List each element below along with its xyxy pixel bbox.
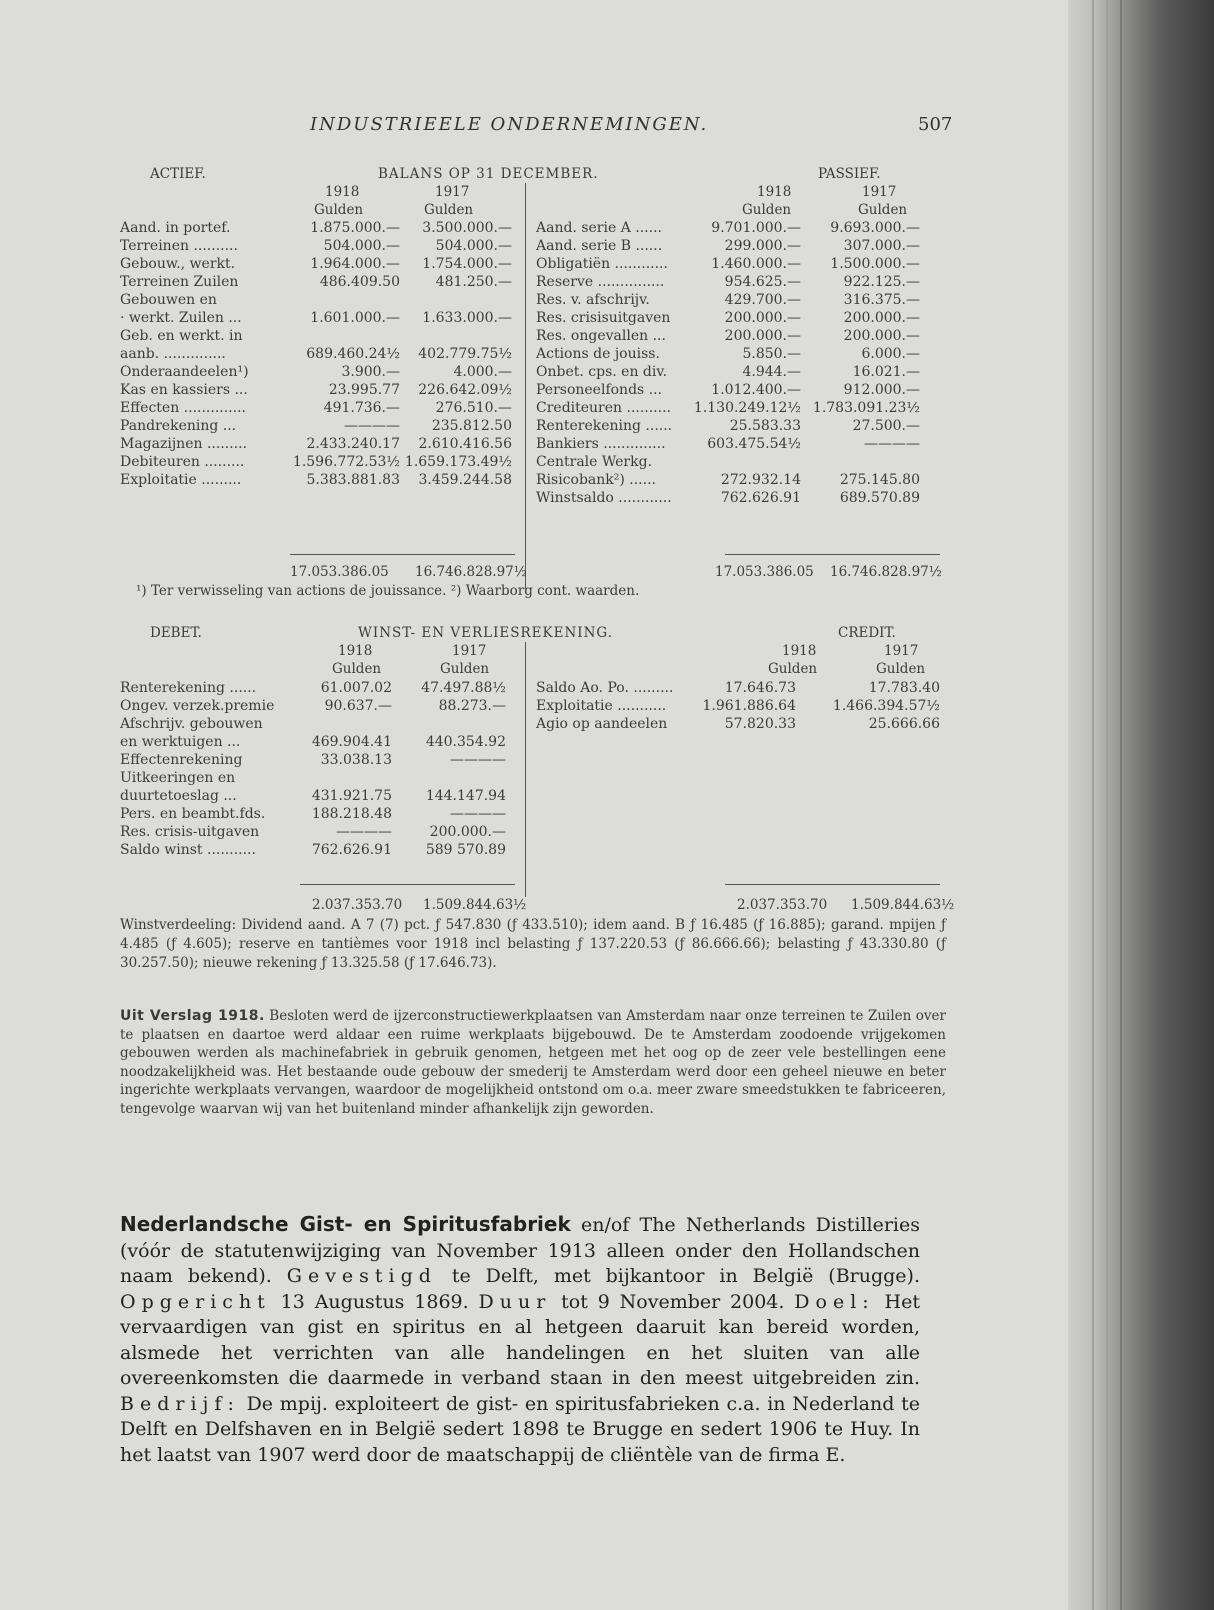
- total-debet-1918: 2.037.353.70: [312, 897, 403, 913]
- table-row: [536, 219, 926, 237]
- value-1918: 61.007.02: [320, 680, 392, 696]
- table-row: [120, 345, 520, 363]
- entry-text: De mpij. exploiteert de gist- en spiritusfabrieken c.a. in Nederland te Delft en Delfshaven en in België sedert 1898 te Brugge en sedert 1906 te Huy. In het laatst van 1907 werd door de maatschappij de cliëntèle van de firma E.: [120, 1392, 920, 1466]
- total-debet-1917: 1.509.844.63½: [423, 897, 527, 913]
- year-1918: 1918: [325, 184, 360, 200]
- table-row: [536, 471, 926, 489]
- row-label: Pandrekening ...: [120, 418, 237, 434]
- table-row: [536, 453, 926, 471]
- company-entry: [120, 1212, 920, 1468]
- table-row: [536, 697, 946, 715]
- value-1917: 3.500.000.—: [422, 220, 512, 236]
- annual-report-excerpt: [120, 1007, 946, 1118]
- value-1918: 1.130.249.12½: [693, 400, 801, 416]
- row-label: Winstsaldo ............: [536, 490, 672, 506]
- value-1917: 47.497.88½: [421, 680, 506, 696]
- table-row: [120, 435, 520, 453]
- book-page-edges: [1068, 0, 1214, 1610]
- value-1918: 1.460.000.—: [711, 256, 801, 272]
- table-row: [120, 255, 520, 273]
- value-1917: 200.000.—: [843, 310, 920, 326]
- total-rule: [290, 554, 515, 555]
- unit-label: Gulden: [876, 661, 926, 677]
- row-label: Effecten ..............: [120, 400, 246, 416]
- value-1917: 25.666.66: [868, 716, 940, 732]
- value-1918: 3.900.—: [341, 364, 400, 380]
- row-label: Exploitatie ...........: [536, 698, 667, 714]
- table-row: [120, 219, 520, 237]
- value-1917: 88.273.—: [438, 698, 506, 714]
- value-1918: 5.383.881.83: [306, 472, 400, 488]
- value-1917: 6.000.—: [861, 346, 920, 362]
- debet-list: [120, 679, 520, 859]
- value-1917: 589 570.89: [425, 842, 506, 858]
- column-divider: [525, 642, 526, 897]
- row-label: Gebouw., werkt.: [120, 256, 236, 272]
- value-1917: 3.459.244.58: [418, 472, 512, 488]
- table-row: [536, 679, 946, 697]
- profit-loss-title: WINST- EN VERLIESREKENING.: [358, 625, 614, 641]
- table-row: [120, 309, 520, 327]
- unit-label: Gulden: [768, 661, 818, 677]
- row-label: · werkt. Zuilen ...: [120, 310, 242, 326]
- value-1917: ————: [450, 752, 506, 768]
- entry-text: Het vervaardigen van gist en spiritus en al hetgeen daaruit kan bereid worden, alsmede het verrichten van alle handelingen en het sluiten van alle overeenkomsten die daarmede in verband staan in den meest uitgebreiden zin.: [120, 1290, 920, 1389]
- value-1918: 33.038.13: [320, 752, 392, 768]
- row-label: Actions de jouiss.: [536, 346, 660, 362]
- table-row: [536, 399, 926, 417]
- value-1918: 762.626.91: [720, 490, 801, 506]
- row-label: Risicobank²) ......: [536, 472, 656, 488]
- row-label: Crediteuren ..........: [536, 400, 672, 416]
- value-1917: 1.783.091.23½: [812, 400, 920, 416]
- value-1917: 481.250.—: [435, 274, 512, 290]
- table-row: [120, 751, 520, 769]
- table-row: [120, 697, 520, 715]
- value-1917: 16.021.—: [852, 364, 920, 380]
- total-rule: [725, 554, 940, 555]
- table-row: [120, 841, 520, 859]
- table-row: [120, 823, 520, 841]
- value-1918: 429.700.—: [724, 292, 801, 308]
- unit-label: Gulden: [742, 202, 792, 218]
- year-1918: 1918: [338, 643, 373, 659]
- value-1918: 1.601.000.—: [310, 310, 400, 326]
- row-label: Res. v. afschrijv.: [536, 292, 650, 308]
- year-1917: 1917: [435, 184, 470, 200]
- value-1918: 491.736.—: [323, 400, 400, 416]
- value-1918: ————: [344, 418, 400, 434]
- unit-label: Gulden: [858, 202, 908, 218]
- total-passiva-1917: 16.746.828.97½: [830, 564, 942, 580]
- value-1917: 144.147.94: [425, 788, 506, 804]
- value-1917: 504.000.—: [435, 238, 512, 254]
- row-label: Saldo Ao. Po. .........: [536, 680, 674, 696]
- table-row: [120, 805, 520, 823]
- credit-label: CREDIT.: [838, 625, 896, 641]
- balance-title: BALANS OP 31 DECEMBER.: [378, 166, 599, 182]
- entry-keyword: Bedrijf:: [120, 1392, 240, 1415]
- value-1918: 188.218.48: [311, 806, 392, 822]
- total-activa-1918: 17.053.386.05: [290, 564, 389, 580]
- entry-keyword: Opgericht: [120, 1290, 271, 1313]
- profit-distribution: Winstverdeeling: Dividend aand. A 7 (7) pct. ƒ 547.830 (ƒ 433.510); idem aand. B ƒ 16.485 (ƒ 16.885); garand. mpijen ƒ 4.485 (ƒ 4.605); reserve en tantièmes voor 1918 incl belasting ƒ 137.220.53 (ƒ 86.666.66); belasting ƒ 43.330.80 (ƒ 30.257.50); nieuwe rekening ƒ 13.325.58 (ƒ 17.646.73).: [120, 917, 946, 971]
- value-1918: 25.583.33: [729, 418, 801, 434]
- value-1917: 200.000.—: [429, 824, 506, 840]
- value-1918: 1.596.772.53½: [292, 454, 400, 470]
- value-1918: 9.701.000.—: [711, 220, 801, 236]
- row-label: Onderaandeelen¹): [120, 364, 249, 380]
- table-row: [536, 489, 926, 507]
- value-1918: 1.961.886.64: [702, 698, 796, 714]
- value-1918: 272.932.14: [720, 472, 801, 488]
- total-rule: [725, 884, 940, 885]
- value-1917: 1.500.000.—: [830, 256, 920, 272]
- table-row: [120, 787, 520, 805]
- value-1918: 603.475.54½: [707, 436, 801, 452]
- year-1918: 1918: [757, 184, 792, 200]
- table-row: [120, 381, 520, 399]
- row-label: Agio op aandeelen: [536, 716, 668, 732]
- row-label: en werktuigen ...: [120, 734, 241, 750]
- value-1917: 1.659.173.49½: [404, 454, 512, 470]
- row-label: Obligatiën ............: [536, 256, 668, 272]
- table-row: [536, 237, 926, 255]
- value-1918: 1.875.000.—: [310, 220, 400, 236]
- table-row: [536, 381, 926, 399]
- row-label: Magazijnen .........: [120, 436, 248, 452]
- value-1917: 2.610.416.56: [418, 436, 512, 452]
- value-1918: 17.646.73: [724, 680, 796, 696]
- value-1917: 402.779.75½: [418, 346, 512, 362]
- value-1918: 954.625.—: [724, 274, 801, 290]
- row-label: Aand. in portef.: [120, 220, 231, 236]
- credit-list: [536, 679, 946, 733]
- row-label: Pers. en beambt.fds.: [120, 806, 266, 822]
- table-row: [536, 417, 926, 435]
- row-label: Effectenrekening: [120, 752, 243, 768]
- company-name: Nederlandsche Gist- en Spiritusfabriek: [120, 1212, 571, 1236]
- value-1917: 1.466.394.57½: [832, 698, 940, 714]
- unit-label: Gulden: [332, 661, 382, 677]
- entry-text: tot 9 November 2004.: [551, 1290, 795, 1313]
- activa-list: [120, 219, 520, 489]
- value-1917: 1.754.000.—: [422, 256, 512, 272]
- row-label: Centrale Werkg.: [536, 454, 653, 470]
- table-row: [536, 273, 926, 291]
- value-1918: 200.000.—: [724, 310, 801, 326]
- entry-keyword: Gevestigd: [286, 1265, 437, 1287]
- row-label: Res. ongevallen ...: [536, 328, 666, 344]
- total-passiva-1918: 17.053.386.05: [715, 564, 814, 580]
- year-1917: 1917: [862, 184, 897, 200]
- table-row: [536, 327, 926, 345]
- value-1918: ————: [336, 824, 392, 840]
- value-1918: 504.000.—: [323, 238, 400, 254]
- table-row: [120, 327, 520, 345]
- table-row: [120, 237, 520, 255]
- passiva-list: [536, 219, 926, 507]
- row-label: duurtetoeslag ...: [120, 788, 237, 804]
- value-1918: 431.921.75: [311, 788, 392, 804]
- row-label: Res. crisis-uitgaven: [120, 824, 260, 840]
- value-1917: ————: [450, 806, 506, 822]
- table-row: [120, 273, 520, 291]
- row-label: Gebouwen en: [120, 292, 217, 308]
- year-1917: 1917: [452, 643, 487, 659]
- actief-label: ACTIEF.: [150, 166, 206, 182]
- row-label: Terreinen Zuilen: [120, 274, 239, 290]
- table-row: [120, 733, 520, 751]
- debet-label: DEBET.: [150, 625, 202, 641]
- entry-keyword: Doel:: [794, 1290, 875, 1313]
- row-label: Bankiers ..............: [536, 436, 666, 452]
- table-row: [120, 399, 520, 417]
- table-row: [120, 769, 520, 787]
- value-1917: ————: [864, 436, 920, 452]
- row-label: Debiteuren .........: [120, 454, 245, 470]
- year-1917: 1917: [884, 643, 919, 659]
- total-credit-1918: 2.037.353.70: [737, 897, 828, 913]
- value-1917: 440.354.92: [425, 734, 506, 750]
- table-row: [536, 345, 926, 363]
- column-divider: [525, 183, 526, 589]
- row-label: Afschrijv. gebouwen: [120, 716, 263, 732]
- row-label: Uitkeeringen en: [120, 770, 236, 786]
- row-label: Aand. serie A ......: [536, 220, 662, 236]
- table-row: [536, 255, 926, 273]
- unit-label: Gulden: [424, 202, 474, 218]
- entry-keyword: Duur: [478, 1290, 552, 1313]
- row-label: Ongev. verzek.premie: [120, 698, 275, 714]
- value-1918: 23.995.77: [328, 382, 400, 398]
- value-1917: 689.570.89: [839, 490, 920, 506]
- table-row: [536, 435, 926, 453]
- value-1918: 486.409.50: [319, 274, 400, 290]
- value-1917: 275.145.80: [839, 472, 920, 488]
- table-row: [120, 453, 520, 471]
- total-rule: [300, 884, 515, 885]
- passief-label: PASSIEF.: [818, 166, 881, 182]
- table-row: [120, 417, 520, 435]
- total-credit-1917: 1.509.844.63½: [851, 897, 955, 913]
- value-1917: 912.000.—: [843, 382, 920, 398]
- entry-text: te Delft, met bijkantoor in België (Brugge).: [436, 1265, 920, 1287]
- row-label: Personeelfonds ...: [536, 382, 663, 398]
- value-1918: 1.012.400.—: [711, 382, 801, 398]
- value-1917: 17.783.40: [868, 680, 940, 696]
- row-label: Terreinen ..........: [120, 238, 238, 254]
- balance-footnote: ¹) Ter verwisseling van actions de jouissance. ²) Waarborg cont. waarden.: [136, 583, 640, 599]
- value-1918: 90.637.—: [324, 698, 392, 714]
- page-number: 507: [918, 114, 953, 135]
- unit-label: Gulden: [314, 202, 364, 218]
- value-1918: 200.000.—: [724, 328, 801, 344]
- value-1917: 316.375.—: [843, 292, 920, 308]
- value-1918: 4.944.—: [742, 364, 801, 380]
- table-row: [120, 715, 520, 733]
- entry-text: 13 Augustus 1869.: [270, 1290, 479, 1313]
- row-label: Reserve ...............: [536, 274, 665, 290]
- table-row: [120, 679, 520, 697]
- row-label: Saldo winst ...........: [120, 842, 256, 858]
- entry-text: en/of The Netherlands Distilleries (vóór de statutenwijziging van November 1913 alleen onder den Hollandschen naam bekend).: [120, 1214, 920, 1287]
- table-row: [536, 291, 926, 309]
- value-1918: 689.460.24½: [306, 346, 400, 362]
- total-activa-1917: 16.746.828.97½: [415, 564, 527, 580]
- row-label: Onbet. cps. en div.: [536, 364, 668, 380]
- value-1918: 57.820.33: [724, 716, 796, 732]
- value-1917: 200.000.—: [843, 328, 920, 344]
- unit-label: Gulden: [440, 661, 490, 677]
- value-1917: 307.000.—: [843, 238, 920, 254]
- year-1918: 1918: [782, 643, 817, 659]
- report-lead: Uit Verslag 1918.: [120, 1008, 265, 1024]
- table-row: [120, 363, 520, 381]
- value-1917: 922.125.—: [843, 274, 920, 290]
- value-1917: 27.500.—: [852, 418, 920, 434]
- row-label: Aand. serie B ......: [536, 238, 663, 254]
- value-1917: 9.693.000.—: [830, 220, 920, 236]
- table-row: [536, 363, 926, 381]
- value-1917: 4.000.—: [453, 364, 512, 380]
- value-1917: 235.812.50: [431, 418, 512, 434]
- report-text: Besloten werd de ijzerconstructiewerkplaatsen van Amsterdam naar onze terreinen te Zuilen over te plaatsen en daartoe werd aldaar een ruime werkplaats bijgebouwd. De te Amsterdam zoodoende vrijgekomen gebouwen werden als machinefabriek in gebruik genomen, hetgeen met het oog op de zeer vele bestellingen eene noodzakelijkheid was. Het bestaande oude gebouw der smederij te Amsterdam werd door een geheel nieuwe en beter ingerichte werkplaats vervangen, waardoor de mogelijkheid ontstond om o.a. meer zware smeedstukken te fabriceeren, tengevolge waarvan wij van het buitenland minder afhankelijk zijn geworden.: [120, 1008, 946, 1117]
- running-header: INDUSTRIEELE ONDERNEMINGEN.: [310, 114, 709, 135]
- value-1917: 1.633.000.—: [422, 310, 512, 326]
- value-1918: 5.850.—: [742, 346, 801, 362]
- table-row: [120, 471, 520, 489]
- row-label: Geb. en werkt. in: [120, 328, 243, 344]
- value-1918: 2.433.240.17: [306, 436, 400, 452]
- value-1917: 276.510.—: [435, 400, 512, 416]
- table-row: [536, 715, 946, 733]
- table-row: [536, 309, 926, 327]
- row-label: Exploitatie .........: [120, 472, 242, 488]
- value-1918: 762.626.91: [311, 842, 392, 858]
- row-label: aanb. ..............: [120, 346, 226, 362]
- value-1917: 226.642.09½: [418, 382, 512, 398]
- table-row: [120, 291, 520, 309]
- value-1918: 469.904.41: [311, 734, 392, 750]
- value-1918: 1.964.000.—: [310, 256, 400, 272]
- row-label: Renterekening ......: [120, 680, 257, 696]
- row-label: Res. crisisuitgaven: [536, 310, 671, 326]
- row-label: Kas en kassiers ...: [120, 382, 248, 398]
- value-1918: 299.000.—: [724, 238, 801, 254]
- row-label: Renterekening ......: [536, 418, 673, 434]
